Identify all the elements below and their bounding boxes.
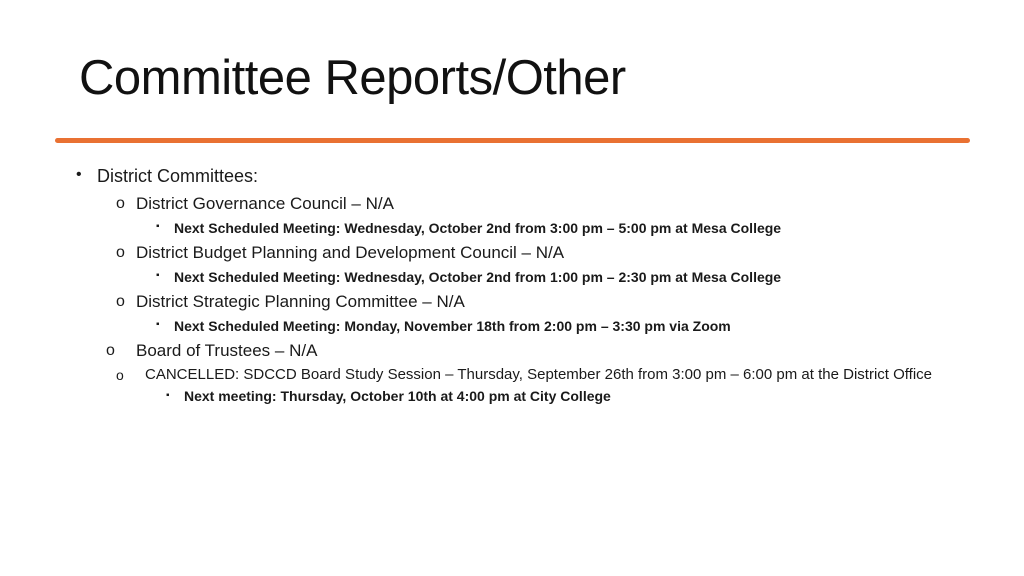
sub-sub-bullet-marker: ▪ [156, 319, 160, 330]
slide-title: Committee Reports/Other [79, 51, 626, 105]
sub-bullet-marker: o [116, 244, 125, 261]
bullet-budget: District Budget Planning and Development Council – N/A [136, 243, 565, 262]
sub-bullet-marker: o [116, 293, 125, 310]
bullet-next-meeting: Next meeting: Thursday, October 10th at 4:00 pm at City College [184, 388, 611, 404]
bullet-cancelled: CANCELLED: SDCCD Board Study Session – Thursday, September 26th from 3:00 pm – 6:00 pm at the District Office [145, 366, 933, 383]
bullet-trustees: Board of Trustees – N/A [136, 341, 318, 360]
bullet-strategic: District Strategic Planning Committee – N/A [136, 292, 465, 311]
sub-bullet-marker: o [116, 195, 125, 212]
bullet-governance-meeting: Next Scheduled Meeting: Wednesday, October 2nd from 3:00 pm – 5:00 pm at Mesa College [174, 220, 782, 236]
sub-sub-bullet-marker: ▪ [156, 270, 160, 281]
bullet-strategic-meeting: Next Scheduled Meeting: Monday, November 18th from 2:00 pm – 3:30 pm via Zoom [174, 318, 731, 334]
bullet-governance: District Governance Council – N/A [136, 194, 394, 213]
bullet-budget-meeting: Next Scheduled Meeting: Wednesday, October 2nd from 1:00 pm – 2:30 pm at Mesa College [174, 269, 782, 285]
sub-sub-bullet-marker: ▪ [156, 221, 160, 232]
bullet-district-committees: District Committees: [97, 166, 259, 186]
bullet-marker: • [76, 166, 82, 183]
title-divider [55, 138, 970, 143]
sub-bullet-marker: o [106, 342, 115, 359]
sub-bullet-marker: o [116, 367, 124, 383]
sub-sub-bullet-marker: ▪ [166, 390, 170, 401]
